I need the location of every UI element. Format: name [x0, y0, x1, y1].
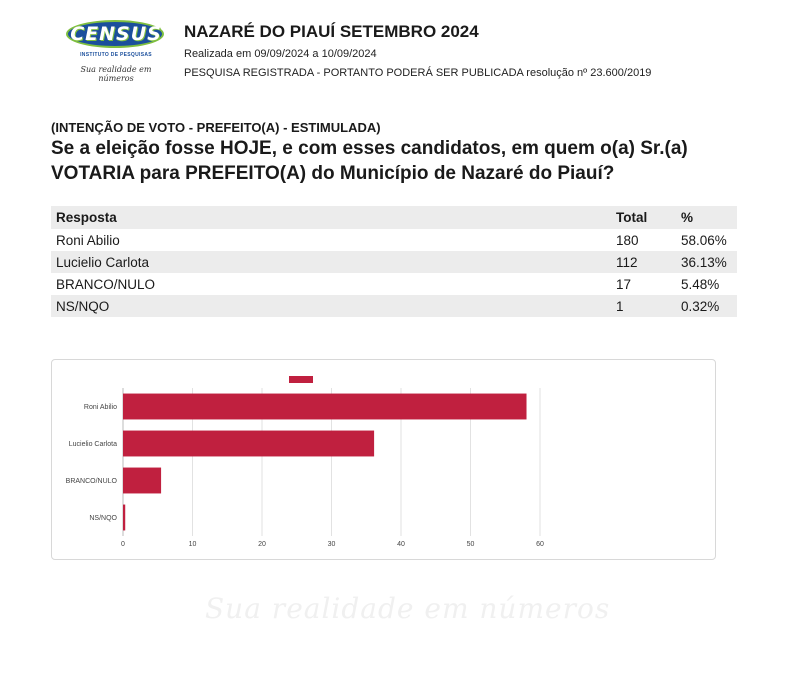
row-answer: NS/NQO [51, 295, 611, 317]
bar [123, 505, 125, 531]
row-total: 17 [616, 276, 632, 292]
question-type: (INTENÇÃO DE VOTO - PREFEITO(A) - ESTIMULADA) [51, 120, 381, 135]
x-tick-label: 10 [188, 541, 197, 548]
category-label: Roni Abilio [83, 404, 117, 411]
row-percent: 0.32% [676, 295, 737, 317]
question-text: Se a eleição fosse HOJE, e com esses candidatos, em quem o(a) Sr.(a) VOTARIA para PREFEITO(A) do Município de Nazaré do Piauí? [51, 138, 688, 184]
table-row [51, 295, 737, 317]
logo-tagline: Sua realidade em números [80, 65, 152, 83]
x-tick-label: 0 [121, 541, 125, 548]
logo-subtitle: INSTITUTO DE PESQUISAS [80, 52, 152, 58]
category-label: Lucielio Carlota [68, 441, 117, 448]
x-tick-label: 30 [327, 541, 336, 548]
row-answer: Lucielio Carlota [51, 251, 611, 273]
table-header-row [51, 206, 737, 229]
row-percent: 36.13% [676, 251, 737, 273]
logo-word: CENSUS [70, 23, 162, 45]
table-row [51, 251, 737, 273]
x-tick-label: 50 [466, 541, 475, 548]
row-total: 180 [616, 232, 639, 248]
x-tick-label: 60 [536, 541, 544, 548]
report-title: NAZARÉ DO PIAUÍ SETEMBRO 2024 [184, 22, 479, 41]
row-percent: 58.06% [681, 232, 727, 248]
category-label: BRANCO/NULO [65, 478, 117, 485]
report-registration: PESQUISA REGISTRADA - PORTANTO PODERÁ SER PUBLICADA resolução nº 23.600/2019 [184, 67, 652, 79]
category-label: NS/NQO [89, 515, 117, 522]
row-percent: 5.48% [681, 276, 720, 292]
chart-card [51, 359, 716, 560]
x-tick-label: 40 [397, 541, 405, 548]
results-table [51, 206, 737, 317]
row-answer: Roni Abilio [56, 232, 120, 248]
bar [123, 394, 527, 420]
bar-chart [52, 360, 717, 561]
header-percent: % [676, 206, 737, 229]
row-total: 112 [611, 251, 676, 273]
x-tick-label: 20 [258, 541, 266, 548]
report-date-range: Realizada em 09/09/2024 a 10/09/2024 [184, 48, 377, 60]
table-row [51, 273, 737, 295]
watermark: Sua realidade em números [205, 592, 611, 625]
table-row [51, 229, 737, 251]
header-total: Total [611, 206, 676, 229]
bar [123, 468, 161, 494]
bar [123, 431, 374, 457]
row-total: 1 [611, 295, 676, 317]
census-logo [64, 18, 168, 83]
header-resposta: Resposta [51, 206, 611, 229]
row-answer: BRANCO/NULO [56, 276, 156, 292]
legend-swatch [289, 376, 313, 383]
